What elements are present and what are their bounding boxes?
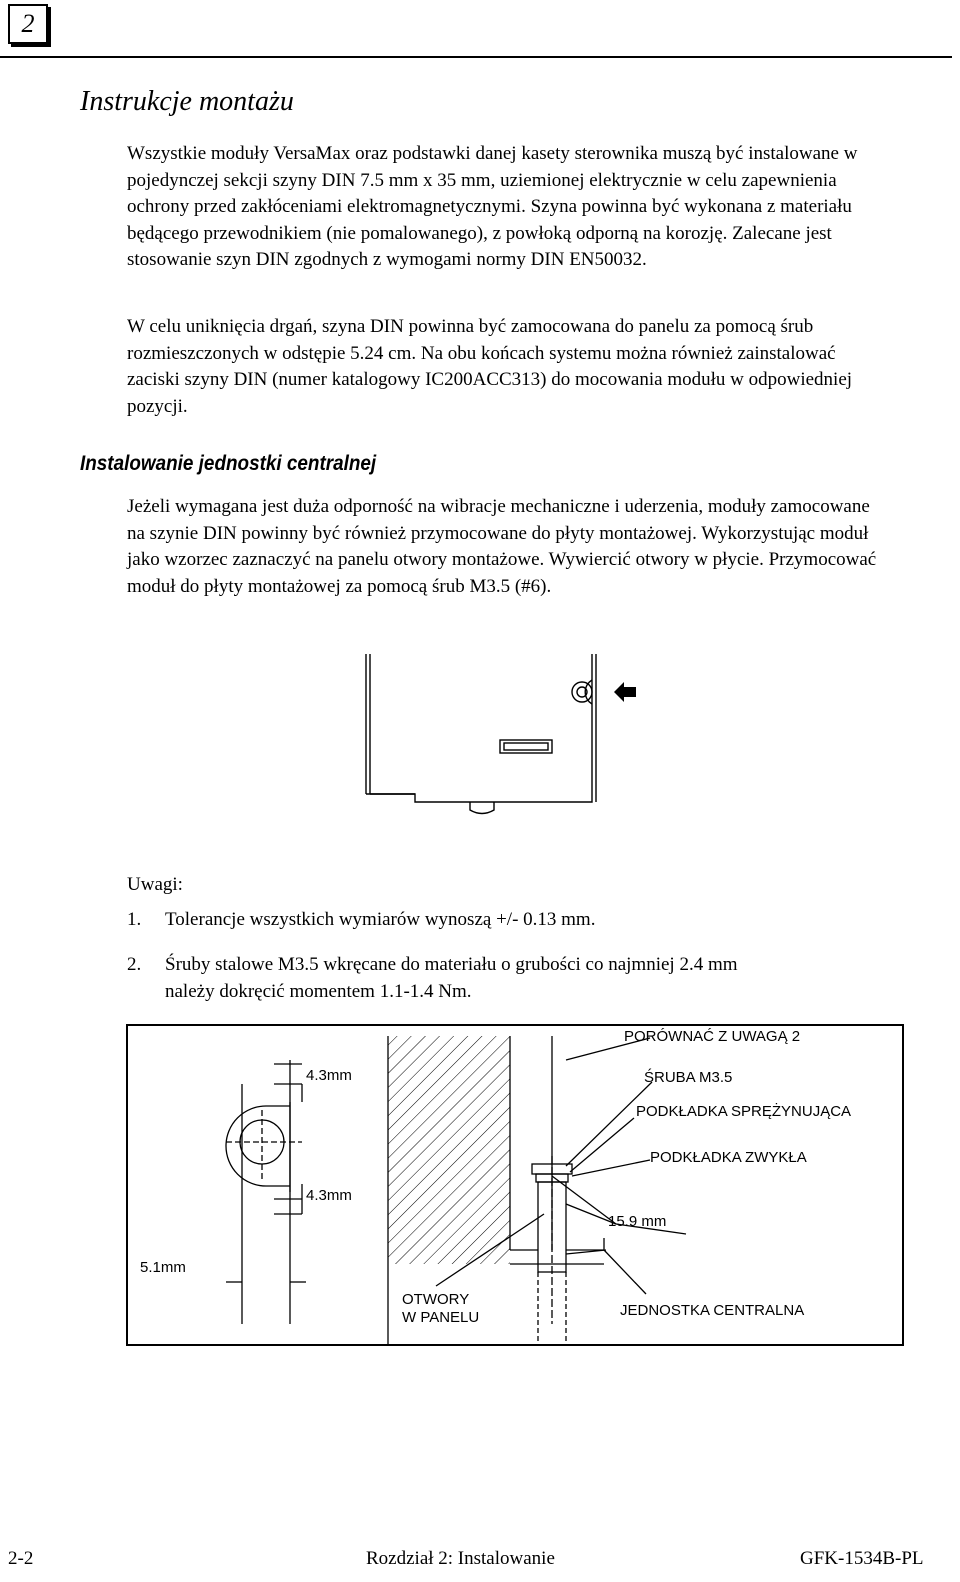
notes-title: Uwagi:: [127, 874, 183, 895]
mounting-tab-detail: [226, 1060, 306, 1324]
paragraph-cpu-mounting: Jeżeli wymagana jest duża odporność na wibracje mechaniczne i uderzenia, moduły zamocowane na szynie DIN powinny być również przymocowane do płyty montażowej. Wykorzystując moduł jako wzorzec zaznaczyć na panelu otwory montażowe. Wywiercić otwory w płycie. Przymocować moduł do płyty montażowej za pomocą śrub M3.5 (#6).: [127, 496, 877, 597]
chapter-number: 2: [21, 9, 35, 38]
figure-border: [127, 1025, 903, 1345]
paragraph-din-rail: Wszystkie moduły VersaMax oraz podstawki danej kasety sterownika muszą być instalowane w pojedynczej sekcji szyny DIN 7.5 mm x 35 mm, uziemionej elektrycznie w celu zapewnienia ochrony przed zakłóceniami elektromagnetycznymi. Szyna powinna być wykonana z materiału będącego przewodnikiem (nie pomalowanego), z powłoką odporną na korozję. Zalecane jest stosowanie szyn DIN zgodnych z wymogami normy DIN EN50032.: [127, 143, 858, 270]
footer-doc-code: GFK-1534B-PL: [800, 1548, 924, 1569]
note-number: 2.: [127, 954, 142, 975]
note-text: Śruby stalowe M3.5 wkręcane do materiału o grubości co najmniej 2.4 mm: [165, 954, 738, 975]
note-text-continued: należy dokręcić momentem 1.1-1.4 Nm.: [165, 980, 472, 1002]
note-1: [127, 907, 887, 934]
footer-chapter: Rozdział 2: Instalowanie: [366, 1548, 555, 1569]
paragraph-vibration: W celu uniknięcia drgań, szyna DIN powinna być zamocowana do panelu za pomocą śrub rozmieszczonych w odstępie 5.24 cm. Na obu końcach systemu można również zainstalować zaciski szyny DIN (numer katalogowy IC200ACC313) do mocowania modułu w odpowiedniej pozycji.: [127, 316, 853, 417]
compare-note-label: PORÓWNAĆ Z UWAGĄ 2: [624, 1028, 801, 1045]
flat-washer-label: PODKŁADKA ZWYKŁA: [650, 1149, 807, 1166]
screw-label: ŚRUBA M3.5: [644, 1069, 733, 1086]
note-2: [127, 952, 887, 1005]
subsection-heading: Instalowanie jednostki centralnej: [80, 452, 377, 475]
spring-washer-label: PODKŁADKA SPRĘŻYNUJĄCA: [636, 1103, 852, 1120]
module-outline-figure: [360, 654, 660, 819]
depth-label: 15.9 mm: [608, 1213, 667, 1230]
panel-holes-label-line2: W PANELU: [402, 1309, 480, 1326]
arrow-left-icon: [614, 682, 636, 702]
section-heading: Instrukcje montażu: [80, 86, 294, 117]
mounting-detail-figure: [126, 1024, 904, 1346]
panel-holes-label-line1: OTWORY: [402, 1291, 470, 1308]
header-rule: [0, 56, 952, 58]
dimension-top-label: 4.3mm: [306, 1067, 352, 1084]
footer-page-number: 2-2: [8, 1548, 34, 1569]
dimension-bottom-label: 4.3mm: [306, 1187, 352, 1204]
cpu-label: JEDNOSTKA CENTRALNA: [620, 1302, 805, 1319]
dimension-width-label: 5.1mm: [140, 1259, 186, 1276]
note-number: 1.: [127, 909, 142, 930]
note-text: Tolerancje wszystkich wymiarów wynoszą +/- 0.13 mm.: [165, 909, 596, 930]
chapter-number-box: [8, 4, 48, 44]
